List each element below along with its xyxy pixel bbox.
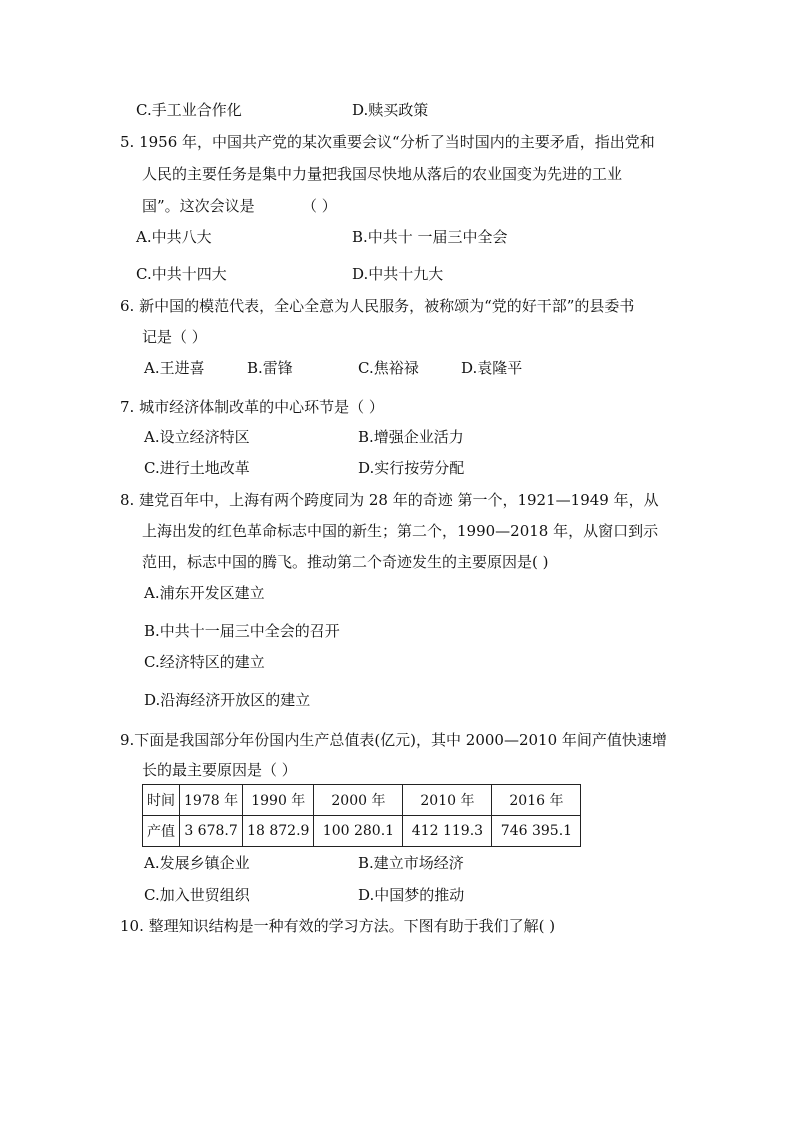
- q6-option-b: B.雷锋: [247, 359, 293, 377]
- q5-stem-line2: 人民的主要任务是集中力量把我国尽快地从落后的农业国变为先进的工业: [142, 165, 623, 183]
- table-cell: 2010 年: [403, 785, 492, 816]
- gdp-table: [142, 784, 581, 847]
- q4-option-d: D.赎买政策: [352, 101, 429, 119]
- q9-option-c: C.加入世贸组织: [144, 886, 250, 904]
- q5-stem-line3: 国”。这次会议是: [142, 197, 255, 215]
- table-cell: 18 872.9: [243, 816, 314, 847]
- q8-option-a: A.浦东开发区建立: [144, 584, 265, 602]
- q7-option-d: D.实行按劳分配: [358, 459, 465, 477]
- q4-option-c: C.手工业合作化: [136, 101, 242, 119]
- q5-stem-line1: 5. 1956 年，中国共产党的某次重要会议“分析了当时国内的主要矛盾，指出党和: [120, 133, 655, 151]
- q7-stem-line1: 7. 城市经济体制改革的中心环节是（ ）: [120, 398, 384, 416]
- q7-option-c: C.进行土地改革: [144, 459, 250, 477]
- q7-option-b: B.增强企业活力: [358, 428, 464, 446]
- q7-option-a: A.设立经济特区: [144, 428, 250, 446]
- q5-option-a: A.中共八大: [136, 228, 212, 246]
- q5-answer-bracket: （ ）: [302, 197, 337, 215]
- q5-option-d: D.中共十九大: [352, 265, 444, 283]
- q5-option-b: B.中共十 一届三中全会: [352, 228, 508, 246]
- q8-option-c: C.经济特区的建立: [144, 653, 265, 671]
- table-row: [143, 816, 581, 847]
- q6-stem-line1: 6. 新中国的模范代表，全心全意为人民服务，被称颂为“党的好干部”的县委书: [120, 297, 635, 315]
- q8-stem-line3: 范田，标志中国的腾飞。推动第二个奇迹发生的主要原因是( ): [142, 553, 549, 571]
- q9-option-d: D.中国梦的推动: [358, 886, 465, 904]
- table-cell: 2000 年: [314, 785, 403, 816]
- table-cell: 1990 年: [243, 785, 314, 816]
- table-cell: 2016 年: [492, 785, 581, 816]
- table-cell: 1978 年: [180, 785, 243, 816]
- table-cell: 3 678.7: [180, 816, 243, 847]
- q6-option-d: D.袁隆平: [461, 359, 523, 377]
- q9-option-a: A.发展乡镇企业: [144, 854, 250, 872]
- q8-option-d: D.沿海经济开放区的建立: [144, 691, 311, 709]
- table-cell: 412 119.3: [403, 816, 492, 847]
- q5-option-c: C.中共十四大: [136, 265, 227, 283]
- q6-option-a: A.王进喜: [144, 359, 205, 377]
- table-cell: 时间: [143, 785, 180, 816]
- q6-stem-line2: 记是（ ）: [142, 328, 207, 346]
- q8-stem-line2: 上海出发的红色革命标志中国的新生；第二个，1990—2018 年，从窗口到示: [142, 522, 659, 540]
- table-cell: 100 280.1: [314, 816, 403, 847]
- q6-option-c: C.焦裕禄: [358, 359, 419, 377]
- q9-option-b: B.建立市场经济: [358, 854, 464, 872]
- q8-stem-line1: 8. 建党百年中，上海有两个跨度同为 28 年的奇迹 第一个，1921—1949 年，从: [120, 491, 659, 509]
- q9-stem-line2: 长的最主要原因是（ ）: [142, 761, 297, 779]
- table-cell: 产值: [143, 816, 180, 847]
- table-header-row: [143, 785, 581, 816]
- q9-stem-line1: 9.下面是我国部分年份国内生产总值表(亿元)，其中 2000—2010 年间产值快速增: [120, 731, 667, 749]
- table-cell: 746 395.1: [492, 816, 581, 847]
- q8-option-b: B.中共十一届三中全会的召开: [144, 622, 340, 640]
- q10-stem-line1: 10. 整理知识结构是一种有效的学习方法。下图有助于我们了解( ): [120, 917, 556, 935]
